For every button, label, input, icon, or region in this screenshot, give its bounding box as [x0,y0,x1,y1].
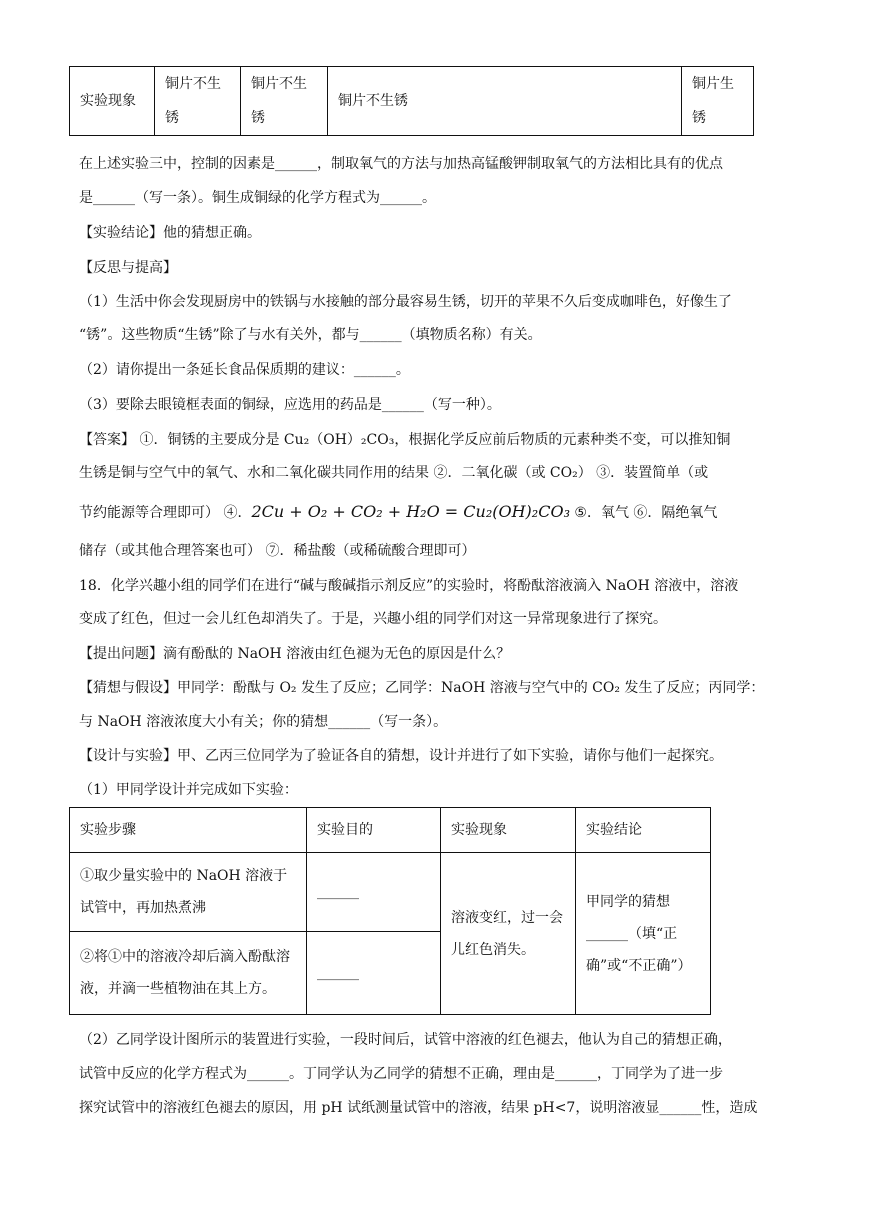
cell-copper-no-rust-2: 铜片不生锈 [241,67,328,136]
conclusion-cell: 甲同学的猜想______（填“正确”或“不正确”） [576,853,711,1015]
cell-copper-no-rust-3: 铜片不生锈 [328,67,682,136]
paragraph-line: 探究试管中的溶液红色褪去的原因，用 pH 试纸测量试管中的溶液，结果 pH<7，说明溶液显______性，造成 [79,1100,758,1116]
header-purpose: 实验目的 [307,808,441,853]
answer-line: 【答案】 ①．铜锈的主要成分是 Cu₂（OH）₂CO₃，根据化学反应前后物质的元素种类不变，可以推知铜 [79,432,731,448]
table-header-row [70,808,711,853]
paragraph-line: （2）乙同学设计图所示的装置进行实验，一段时间后，试管中溶液的红色褪去，他认为自己的猜想正确， [79,1032,732,1048]
chemical-equation: 2Cu + O₂ + CO₂ + H₂O = Cu₂(OH)₂CO₃ [251,502,570,521]
header-step: 实验步骤 [70,808,307,853]
table-row [70,67,754,136]
section-reflection: 【反思与提高】 [79,260,177,276]
question-line: （1）生活中你会发现厨房中的铁锅与水接触的部分最容易生锈，切开的苹果不久后变成咖啡色，好像生了 [79,294,732,310]
answer-text: ⑤．氧气 ⑥．隔绝氧气 [569,505,718,521]
question-line: “锈”。这些物质“生锈”除了与水有关外，都与______（填物质名称）有关。 [79,327,542,343]
question-line: （2）请你提出一条延长食品保质期的建议：______。 [79,362,410,378]
paragraph-line: 是______（写一条）。铜生成铜绿的化学方程式为______。 [79,190,436,206]
question-18-line: 【提出问题】滴有酚酞的 NaOH 溶液由红色褪为无色的原因是什么？ [79,646,511,662]
paragraph-line: 在上述实验三中，控制的因素是______，制取氧气的方法与加热高锰酸钾制取氧气的方法相比具有的优点 [79,156,723,172]
table-experiment-phenomena [69,66,754,136]
answer-line: 生锈是铜与空气中的氧气、水和二氧化碳共同作用的结果 ②．二氧化碳（或 CO₂） ③．装置简单（或 [79,465,709,481]
cell-copper-no-rust-1: 铜片不生锈 [155,67,241,136]
question-18-line: 变成了红色，但过一会儿红色却消失了。于是，兴趣小组的同学们对这一异常现象进行了探究。 [79,611,667,627]
answer-line [79,502,717,523]
answer-text: 节约能源等合理即可） ④． [79,505,252,521]
row-label: 实验现象 [70,67,155,136]
question-18-line: 与 NaOH 溶液浓度大小有关；你的猜想______（写一条）。 [79,714,448,730]
question-line: （3）要除去眼镜框表面的铜绿，应选用的药品是______（写一种）。 [79,397,501,413]
step-1: ①取少量实验中的 NaOH 溶液于试管中，再加热煮沸 [70,853,307,932]
table-row [70,853,711,932]
paragraph-line: 试管中反应的化学方程式为______。丁同学认为乙同学的猜想不正确，理由是______，丁同学为了进一步 [79,1066,723,1082]
section-conclusion: 【实验结论】他的猜想正确。 [79,225,261,241]
question-18-line: （1）甲同学设计并完成如下实验： [79,782,298,798]
step-2: ②将①中的溶液冷却后滴入酚酞溶液，并滴一些植物油在其上方。 [70,932,307,1015]
header-conclusion: 实验结论 [576,808,711,853]
purpose-blank-2: ______ [307,932,441,1015]
question-18-line: 18．化学兴趣小组的同学们在进行“碱与酸碱指示剂反应”的实验时，将酚酞溶液滴入 NaOH 溶液中，溶液 [79,578,739,594]
cell-copper-rust: 铜片生锈 [682,67,754,136]
phenomenon-cell: 溶液变红，过一会儿红色消失。 [441,853,576,1015]
purpose-blank-1: ______ [307,853,441,932]
table-experiment-design [69,807,711,1015]
header-phenomenon: 实验现象 [441,808,576,853]
question-18-line: 【设计与实验】甲、乙丙三位同学为了验证各自的猜想，设计并进行了如下实验，请你与他们一起探究。 [79,748,723,764]
answer-line: 储存（或其他合理答案也可） ⑦．稀盐酸（或稀硫酸合理即可） [79,543,476,559]
question-18-line: 【猜想与假设】甲同学：酚酞与 O₂ 发生了反应；乙同学：NaOH 溶液与空气中的 CO₂ 发生了反应；丙同学： [79,680,765,696]
